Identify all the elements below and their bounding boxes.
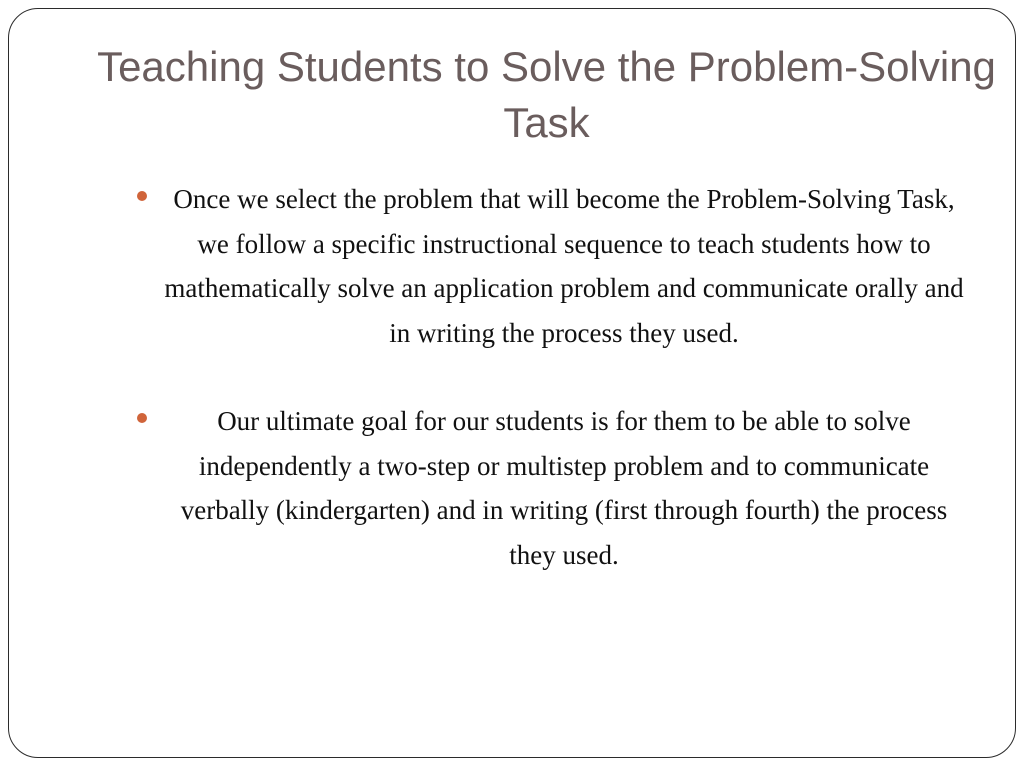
bullet-dot-icon: [137, 191, 147, 201]
bullet-text: Our ultimate goal for our students is for them to be able to solve independently a two-step or multistep problem and to communicate verbally (kindergarten) and in writing (first through fourth) the process they used.: [180, 406, 948, 570]
bullet-item-1: [137, 177, 967, 355]
bullet-text: Once we select the problem that will become the Problem-Solving Task, we follow a specific instructional sequence to teach students how to mathematically solve an application problem and communicate orally and in writing the process they used.: [164, 184, 964, 348]
bullet-item-2: [137, 399, 967, 577]
slide-frame: [8, 8, 1016, 758]
slide-title: Teaching Students to Solve the Problem-Solving Task: [97, 43, 996, 146]
bullet-list: [137, 177, 967, 621]
bullet-dot-icon: [137, 413, 147, 423]
